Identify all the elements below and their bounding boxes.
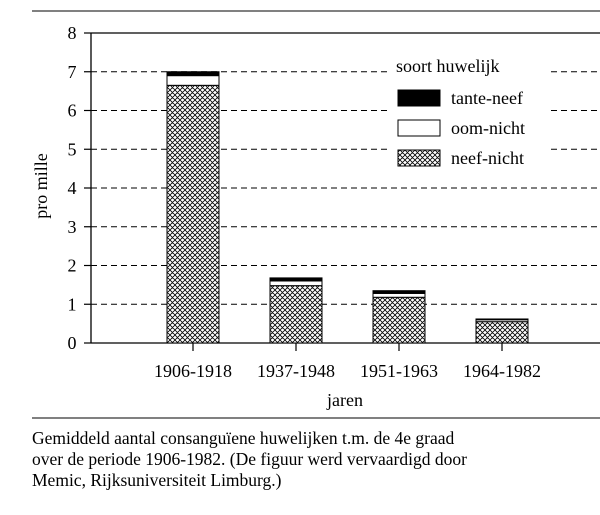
bar-1937-1948-tante-neef [270,278,322,281]
x-tick-label-1951-1963: 1951-1963 [360,361,438,381]
bar-1937-1948-neef-nicht [270,286,322,343]
caption-line-3: Memic, Rijksuniversiteit Limburg.) [32,470,282,490]
y-tick-label-3: 3 [67,216,77,237]
legend-label-neef-nicht: neef-nicht [451,148,524,168]
y-tick-label-4: 4 [67,178,77,198]
legend-swatch-neef-nicht [398,150,440,166]
bar-1951-1963-oom-nicht [373,293,425,297]
bar-1906-1918-tante-neef [167,72,219,76]
bar-1964-1982-tante-neef [476,319,528,320]
y-axis-ticks [68,23,92,353]
x-axis-ticks [154,343,541,381]
legend [390,50,550,175]
bar-1906-1918-oom-nicht [167,76,219,86]
bar-1964-1982-neef-nicht [476,322,528,343]
y-tick-label-0: 0 [67,333,77,353]
bar-1906-1918-neef-nicht [167,85,219,343]
y-tick-label-5: 5 [67,139,77,160]
figure-caption [32,428,592,491]
y-tick-label-1: 1 [67,294,77,315]
bar-1951-1963-tante-neef [373,291,425,294]
legend-swatch-tante-neef [398,90,440,106]
caption-line-1: Gemiddeld aantal consanguïene huwelijken t.m. de 4e graad [32,428,455,448]
y-tick-label-7: 7 [67,61,77,82]
bar-1951-1963-neef-nicht [373,297,425,343]
y-tick-label-2: 2 [67,255,77,276]
x-tick-label-1964-1982: 1964-1982 [463,361,541,381]
y-axis-label: pro mille [31,153,51,219]
bar-1937-1948-oom-nicht [270,281,322,286]
legend-label-tante-neef: tante-neef [451,88,523,108]
caption-line-2: over de periode 1906-1982. (De figuur werd vervaardigd door [32,449,467,469]
y-tick-label-6: 6 [67,100,77,121]
legend-swatch-oom-nicht [398,120,440,136]
x-axis-label: jaren [327,390,363,410]
x-tick-label-1937-1948: 1937-1948 [257,361,335,381]
x-tick-label-1906-1918: 1906-1918 [154,361,232,381]
legend-title: soort huwelijk [396,56,500,76]
y-tick-label-8: 8 [67,23,77,43]
legend-label-oom-nicht: oom-nicht [451,118,525,138]
